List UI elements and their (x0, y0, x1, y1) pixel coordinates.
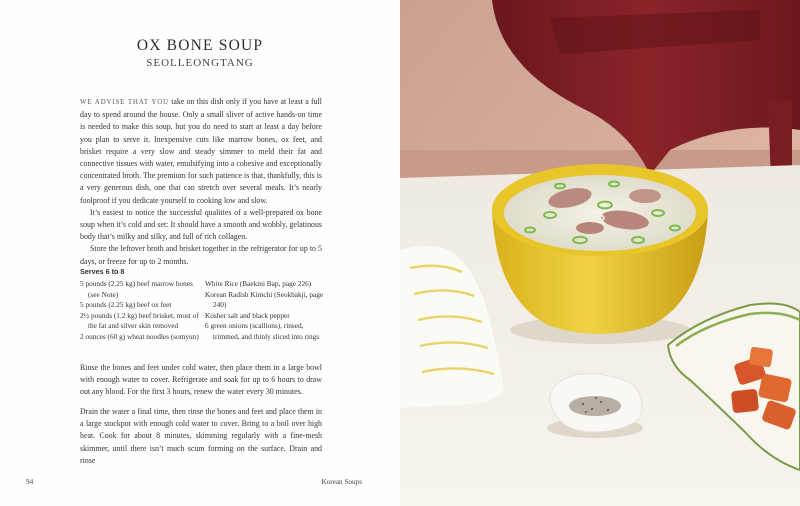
beef-slice (629, 189, 661, 203)
intro-text (80, 96, 322, 268)
intro-lead-in: WE ADVISE THAT YOU (80, 99, 169, 106)
ingredient-item: White Rice (Baekmi Bap, page 226) (205, 279, 312, 288)
ingredient-item: Kosher salt and black pepper (205, 310, 290, 320)
ingredient-item: 2 ounces (60 g) wheat noodles (somyun) (80, 331, 199, 341)
ingredient-item: 2½ pounds (1.2 kg) beef brisket, most of the fat and silver skin removed (80, 310, 199, 331)
intro-paragraph-2: It’s easiest to notice the successful qualities of a well-prepared ox bone soup when it’s cold and set: It should have a smooth and wobbly, gelatinous body that’s milky and silky, and full of rich collagen. (80, 207, 322, 242)
intro-paragraph-1-text: take on this dish only if you have at least a full day to spend around the house. Only a small sliver of active hands-on time is needed to make this soup, but you do need to start at least a day before you plan to serve it. Inexpensive cuts like marrow bones, ox feet, and brisket require a very slow and steady simmer to meld their fat and connective tissues with water, emulsifying into a cohesive and exceptionally concentrated broth. The premium for such patience is that, thankfully, this is a very generous dish, one that can stretch over several meals. It’s nearly foolproof if you dedicate yourself to cooking low and slow. (80, 97, 322, 205)
method-step-1: Rinse the bones and feet under cold water, then place them in a large bowl with enough water to cover. Refrigerate and soak for up to 6 hours to draw out any blood. For the first 3 hours, renew the water every 30 minutes. (80, 363, 322, 397)
ingredient-item: Korean Radish Kimchi (Seokbakji, page 240) (205, 289, 324, 310)
food-photograph (400, 0, 800, 506)
salt-pepper (569, 396, 621, 416)
ingredient-item: 6 green onions (scallions), rinsed, trimmed, and thinly sliced into rings (205, 321, 320, 341)
recipe-subtitle: SEOLLEONGTANG (146, 57, 254, 69)
ingredients-column-left (80, 279, 205, 343)
recipe-title: OX BONE SOUP (136, 37, 264, 54)
ingredient-item: 5 pounds (2.25 kg) beef ox feet (80, 300, 172, 310)
page-number: 94 (26, 478, 34, 486)
serves-heading: Serves 6 to 8 (80, 267, 125, 276)
method-step-2: Drain the water a final time, then rinse the bones and feet and place them in a large stockpot with enough cold water to cover. Bring to a boil over high heat. Cook for about 8 minutes, skimming regularly with a fine-mesh skimmer, until there isn’t much scum forming on the surface. Drain and rinse (80, 407, 322, 465)
intro-paragraph-1 (80, 96, 322, 207)
soup-broth (504, 175, 696, 251)
ingredients-column-right (205, 279, 330, 343)
ingredient-item: 5 pounds (2.25 kg) beef marrow bones (see Note) (80, 279, 193, 299)
beef-slice (576, 222, 604, 234)
intro-paragraph-3: Store the leftover broth and brisket together in the refrigerator for up to 5 days, or freeze for up to 2 months. (80, 244, 322, 266)
section-footer: Korean Soups (321, 478, 362, 486)
